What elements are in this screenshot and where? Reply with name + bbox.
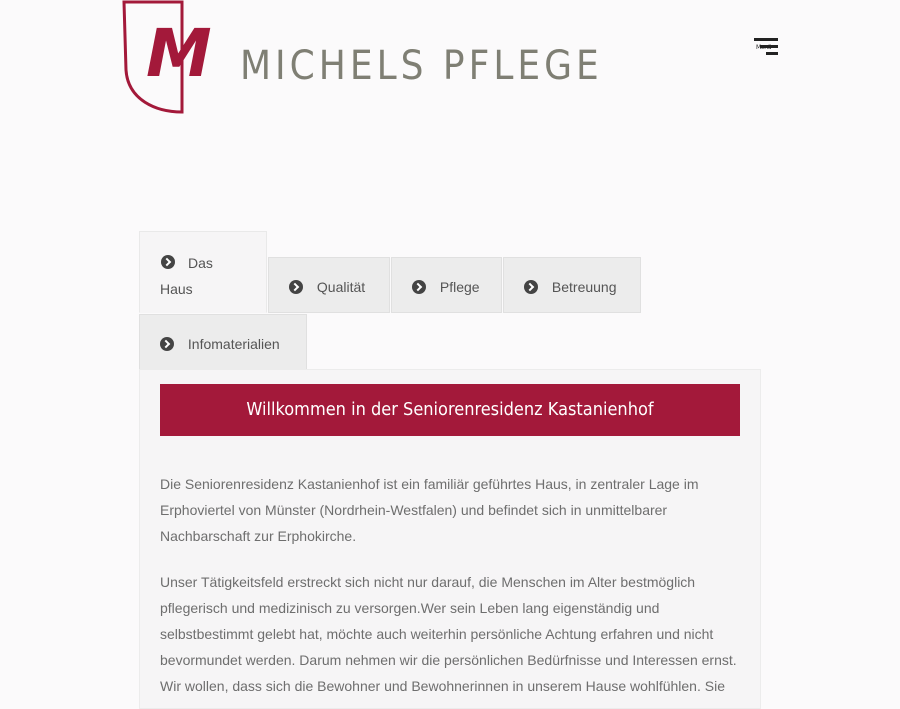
tab-betreuung[interactable]	[503, 257, 641, 313]
menu-bar-icon	[754, 38, 778, 41]
brand-name: MICHELS PFLEGE	[240, 43, 603, 89]
tab-das-haus[interactable]	[139, 231, 267, 313]
tab-content-panel	[139, 369, 761, 709]
logo-letter: M	[146, 15, 212, 92]
tab-label: Qualität	[316, 279, 366, 296]
menu-bar-icon	[766, 52, 778, 55]
menu-label: Menü	[756, 44, 772, 51]
tab-label: Das Haus	[160, 255, 213, 297]
hamburger-menu-button[interactable]	[752, 38, 778, 58]
site-logo[interactable]	[122, 0, 603, 118]
tab-label: Pflege	[439, 279, 480, 296]
chevron-circle-right-icon	[160, 337, 174, 351]
tab-label: Betreuung	[551, 279, 617, 296]
tab-qualitaet[interactable]	[268, 257, 390, 313]
chevron-circle-right-icon	[524, 280, 538, 294]
chevron-circle-right-icon	[412, 280, 426, 294]
activity-paragraph: Unser Tätigkeitsfeld erstreckt sich nicht nur darauf, die Menschen im Alter bestmöglich pflegerisch und medizinisch zu versorgen.Wer sein Leben lang eigenständig und selbstbestimmt gelebt hat, möchte auch weiterhin persönliche Achtung erfahren und nicht bevormundet werden. Darum nehmen wir die persönlichen Bedürfnisse und Interessen ernst. Wir wollen, dass sich die Bewohner und Bewohnerinnen in unserem Hause wohlfühlen. Sie	[160, 574, 737, 694]
welcome-heading: Willkommen in der Seniorenresidenz Kastanienhof	[160, 384, 740, 436]
tab-pflege[interactable]	[391, 257, 502, 313]
tab-infomaterialien[interactable]	[139, 314, 307, 370]
tab-label: Infomaterialien	[187, 336, 280, 353]
chevron-circle-right-icon	[289, 280, 303, 294]
intro-paragraph: Die Seniorenresidenz Kastanienhof ist ein familiär geführtes Haus, in zentraler Lage im Erphoviertel von Münster (Nordrhein-Westfalen) und befindet sich in unmittelbarer Nachbarschaft zur Erphokirche.	[160, 476, 699, 544]
